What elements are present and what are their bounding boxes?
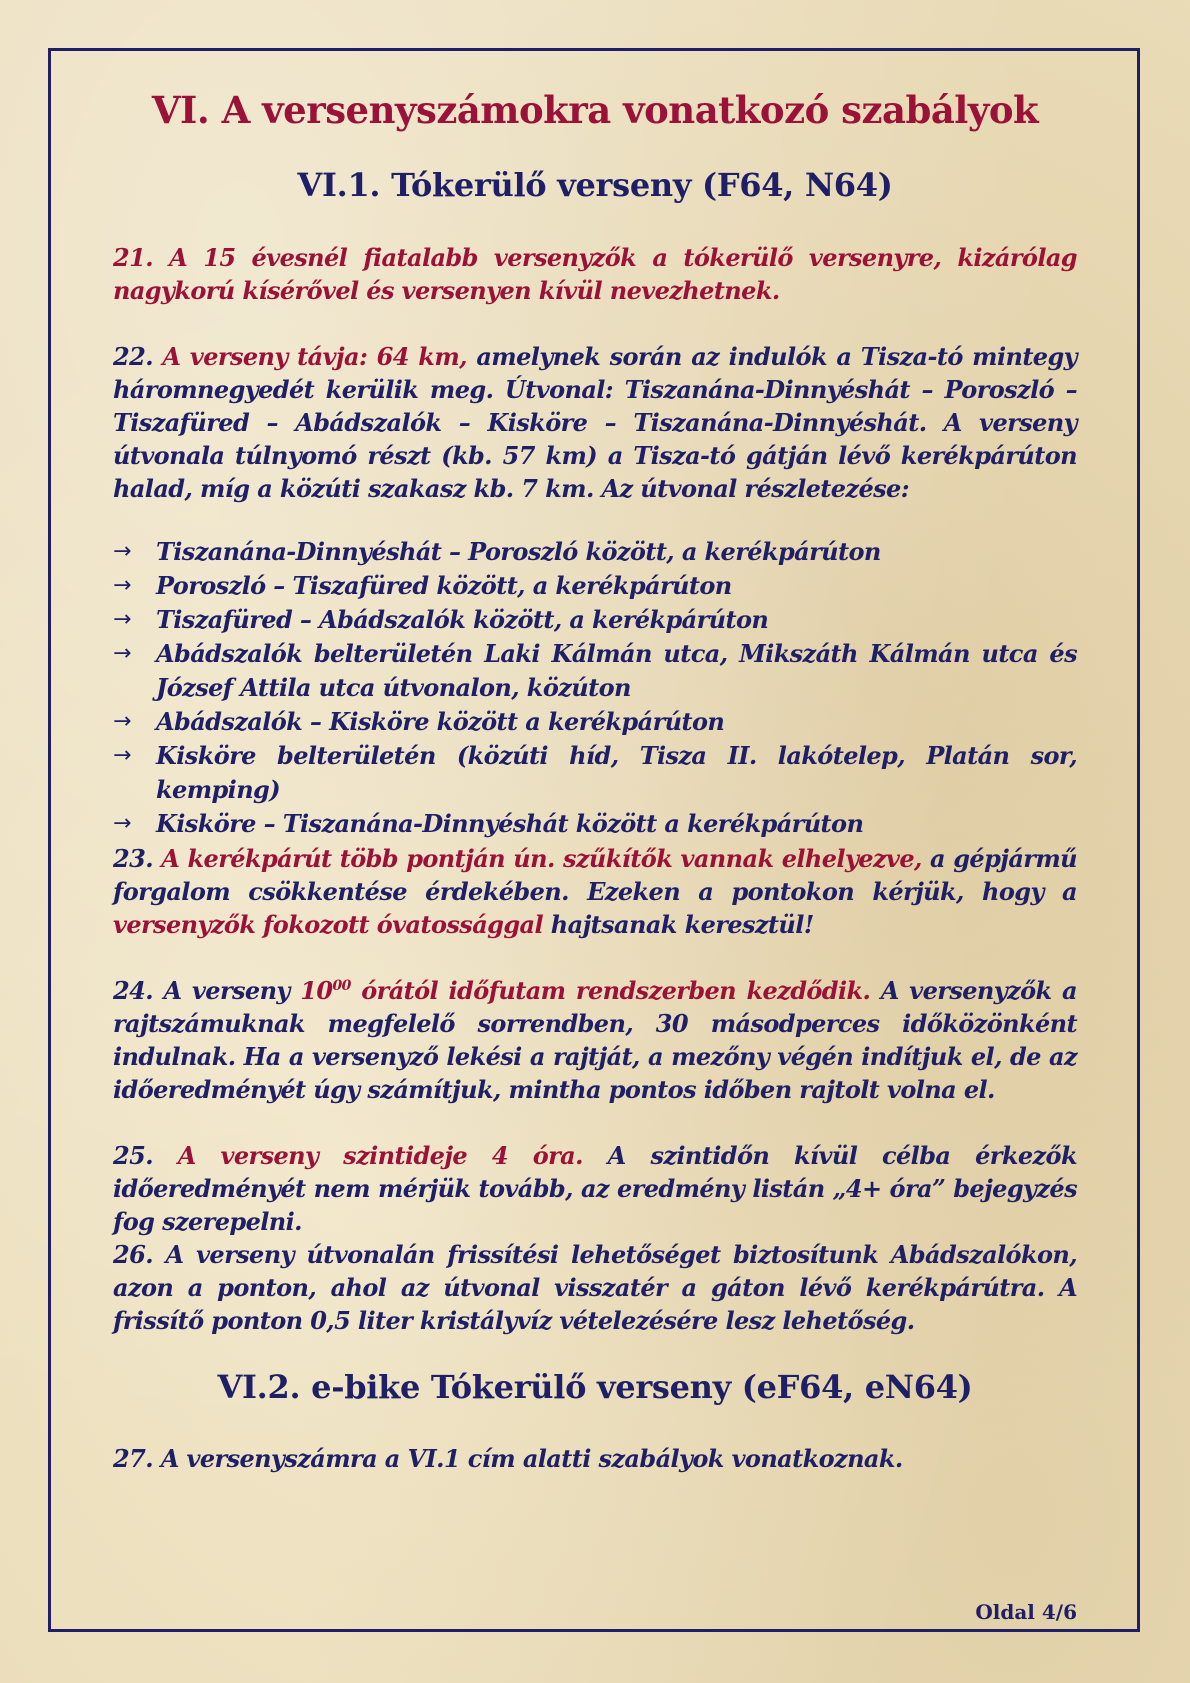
rule-24-red-rest: órától időfutam rendszerben kezdődik.: [361, 976, 871, 1005]
section-heading-vi1: VI.1. Tókerülő verseny (F64, N64): [297, 166, 893, 204]
rule-23-number: 23.: [113, 844, 153, 873]
rule-24-number: 24.: [113, 976, 153, 1005]
rule-24-text-2: A versenyzők a rajtszámuknak megfelelő sorrendben, 30 másodperces időközönként indulnak. Ha a versenyző lekési a rajtját, a mezőny végén indítjuk el, de az időeredményét úgy számítjuk, mintha pontos időben rajtolt volna el.: [113, 976, 1077, 1104]
rule-21: [113, 241, 1077, 307]
arrow-right-icon: →: [113, 709, 131, 734]
rule-25-text: A szintidőn kívül célba érkezők időeredményét nem mérjük tovább, az eredmény listán „4+ óra” bejegyzés fog szerepelni.: [113, 1141, 1077, 1236]
rule-24-start-time: $10^{00}$: [300, 976, 351, 1005]
route-item: → Tiszafüred – Abádszalók között, a kerékpárúton: [113, 603, 1077, 637]
arrow-right-icon: →: [113, 811, 131, 836]
arrow-right-icon: →: [113, 743, 131, 768]
page-number: Oldal 4/6: [975, 1600, 1077, 1624]
route-item: → Tiszanána-Dinnyéshát – Poroszló között, a kerékpárúton: [113, 535, 1077, 569]
rule-21-text: A 15 évesnél fiatalabb versenyzők a tókerülő versenyre, kizárólag nagykorú kísérővel és versenyen kívül nevezhetnek.: [113, 243, 1077, 305]
rule-27: [113, 1442, 1077, 1475]
rule-23-red-2: versenyzők fokozott óvatossággal: [113, 910, 543, 939]
arrow-right-icon: →: [113, 641, 131, 666]
rule-26-text: A verseny útvonalán frissítési lehetőséget biztosítunk Abádszalókon, azon a ponton, ahol az útvonal visszatér a gáton lévő kerékpárútra. A frissítő ponton 0,5 liter kristályvíz vételezésére lesz lehetőség.: [113, 1240, 1077, 1335]
rule-26-number: 26.: [113, 1240, 153, 1269]
rule-27-number: 27.: [113, 1444, 153, 1473]
rule-21-number: 21.: [113, 243, 153, 272]
rule-23-text-1: a gépjármű forgalom csökkentése érdekében. Ezeken a pontokon kérjük, hogy a: [113, 844, 1077, 906]
route-item: → Poroszló – Tiszafüred között, a kerékpárúton: [113, 569, 1077, 603]
page-title: VI. A versenyszámokra vonatkozó szabályok: [151, 88, 1039, 132]
route-item: → Kisköre – Tiszanána-Dinnyéshát között a kerékpárúton: [113, 807, 1077, 841]
route-item: → Abádszalók – Kisköre között a kerékpárúton: [113, 705, 1077, 739]
section-heading-vi2: VI.2. e-bike Tókerülő verseny (eF64, eN64): [217, 1368, 973, 1406]
route-item: → Abádszalók belterületén Laki Kálmán utca, Mikszáth Kálmán utca és József Attila utca útvonalon, közúton: [113, 639, 1077, 702]
rule-26: [113, 1238, 1077, 1337]
rule-24-text-1: A verseny: [163, 976, 290, 1005]
rule-24: [113, 974, 1077, 1106]
rule-25-red: A verseny szintideje 4 óra.: [177, 1141, 583, 1170]
rule-23: [113, 842, 1077, 941]
rule-23-red-1: A kerékpárút több pontján ún. szűkítők vannak elhelyezve,: [161, 844, 922, 873]
rule-22: [113, 340, 1077, 505]
route-item: → Kisköre belterületén (közúti híd, Tisza II. lakótelep, Platán sor, kemping): [113, 741, 1077, 804]
arrow-right-icon: →: [113, 607, 131, 632]
arrow-right-icon: →: [113, 539, 131, 564]
rule-23-text-2: hajtsanak keresztül!: [550, 910, 814, 939]
route-list: [113, 535, 1077, 841]
rule-25-number: 25.: [113, 1141, 153, 1170]
rule-25: [113, 1139, 1077, 1238]
arrow-right-icon: →: [113, 573, 131, 598]
rule-22-number: 22.: [113, 342, 153, 371]
rule-22-distance: A verseny távja: 64 km,: [162, 342, 467, 371]
rule-22-text: amelynek során az indulók a Tisza-tó mintegy háromnegyedét kerülik meg. Útvonal: Tiszanána-Dinnyéshát – Poroszló – Tiszafüred – Abádszalók – Kisköre – Tiszanána-Dinnyéshát. A verseny útvonala túlnyomó részt (kb. 57 km) a Tisza-tó gátján lévő kerékpárúton halad, míg a közúti szakasz kb. 7 km. Az útvonal részletezése:: [113, 342, 1078, 503]
rule-27-text: A versenyszámra a VI.1 cím alatti szabályok vonatkoznak.: [160, 1444, 903, 1473]
